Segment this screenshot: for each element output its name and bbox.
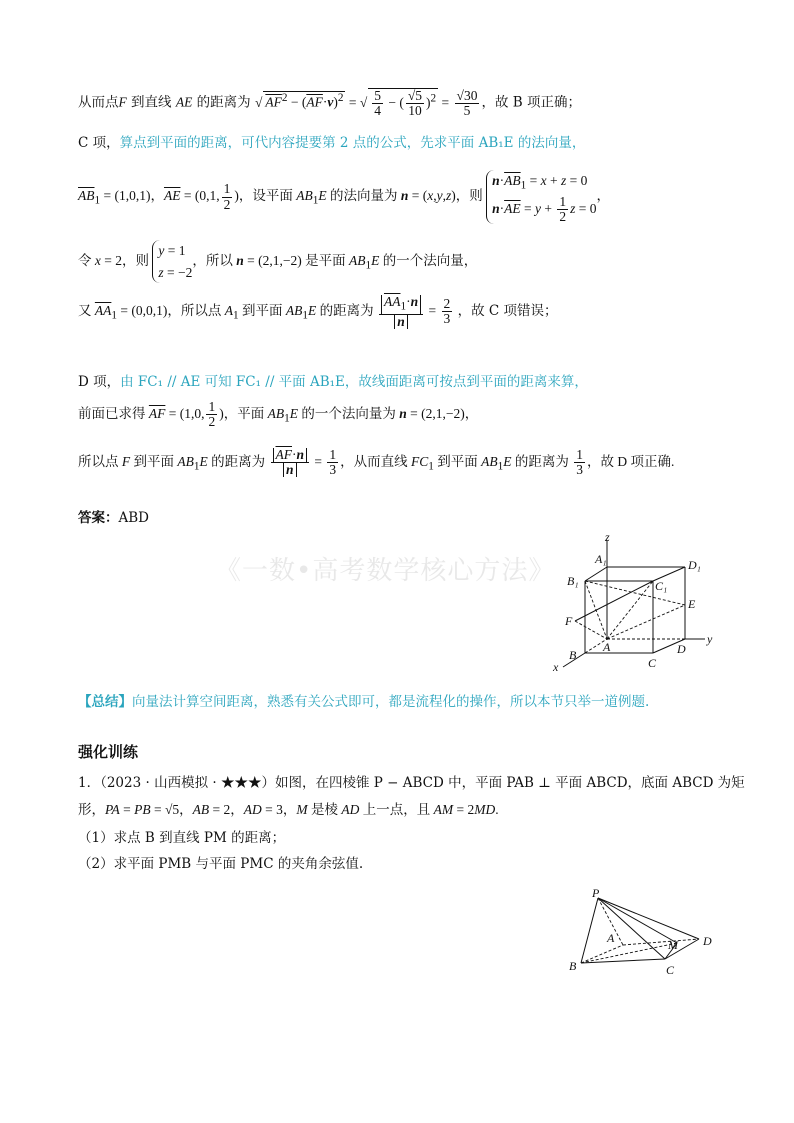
option-c-vectors: $\overline{AB}_1 = (1,0,1)$，$\overline{AE} = (0,1$, $\frac{1}{2}$ )，设平面 $AB_1E$ 的法向量为 n = (x,y,z)，则 $n\cdot\overline{AB}_1 = x + z = 0$ $n\cdot\overline{AE} = y$ + $\frac{1}{2}$ z = 0， — [78, 170, 610, 224]
cube-label-e: E — [688, 597, 696, 611]
cube-label-b1: B₁ — [567, 574, 579, 588]
cube-label-b: B — [569, 648, 577, 662]
option-d-previous: 前面已求得 $\overline{AF} = (1,0$, $\frac{1}{2}$ )，平面 $AB_1E$ 的一个法向量为 n = (2,1,−2)， — [78, 399, 479, 430]
section-title: 强化训练 — [78, 743, 139, 761]
option-c-distance: 又 $\overline{AA}_1 = (0,0,1)$，所以点 $A_1$ 到平面 $AB_1E$ 的距离为 $\frac{\overline{AA}_1\cdot n}{n}$ = $\frac{2}{3}$ ，故 C 项错误； — [78, 294, 558, 329]
distance-formula: √ $AF^2 - (\overline{AF}\cdot v)^2$ = √ $\frac{5}{4}$ − ( $\frac{√5}{10}$ )$^2$ = $\frac{√30}{5}$ — [254, 88, 478, 119]
pyramid-label-b: B — [569, 959, 577, 973]
pyramid-label-a: A — [607, 931, 615, 945]
option-c-heading: C 项，算点到平面的距离，可代内容提要第 2 点的公式，先求平面 AB₁E 的法向量， — [78, 135, 586, 151]
option-d-distance: 所以点 F 到平面 $AB_1E$ 的距离为 $\frac{\overline{AF}\cdot n}{n}$ = $\frac{1}{3}$ ，从而直线 $FC_1$ 到平面 $AB_1E$ 的距离为 $\frac{1}{3}$ ，故 D 项正确. — [78, 447, 675, 478]
question-1-lead: 1．（2023 · 山西模拟 · ★★★）如图，在四棱锥 P − ABCD 中，平面 PAB ⊥ 平面 ABCD，底面 ABCD 为矩 — [78, 775, 745, 791]
cube-label-y: y — [707, 632, 713, 646]
pyramid-label-d: D — [703, 934, 712, 948]
cube-figure — [545, 535, 730, 675]
cube-label-d1: D₁ — [688, 558, 701, 572]
summary: 【总结】向量法计算空间距离，熟悉有关公式即可，都是流程化的操作，所以本节只举一道例题. — [78, 694, 650, 710]
cube-label-f: F — [565, 614, 573, 628]
cube-label-a: A — [603, 640, 611, 654]
cube-label-z: z — [605, 535, 610, 544]
option-c-solution: 令 x = 2，则 y = 1 z = −2，所以 n = (2,1,−2) 是平面 $AB_1E$ 的一个法向量， — [78, 240, 477, 283]
cube-label-a1: A₁ — [595, 552, 607, 566]
cube-label-d: D — [677, 642, 686, 656]
question-1-cont: 形，PA = PB = √5，AB = 2，AD = 3，M 是棱 AD 上一点，且 AM = 2MD. — [78, 802, 499, 817]
cube-label-c: C — [648, 656, 657, 670]
pyramid-label-m: M — [668, 938, 678, 952]
pyramid-label-p: P — [592, 886, 600, 900]
distance-f-to-ae-line: 从而点F 到直线 AE 的距离为 √ $AF^2 - (\overline{AF}\cdot v)^2$ = √ $\frac{5}{4}$ − ( $\frac{√5}{10}$ )$^2$ = $\frac{√30}{5}$ ，故 B 项正确； — [78, 88, 581, 119]
cube-label-c1: C₁ — [655, 579, 668, 593]
pyramid-figure — [565, 885, 725, 985]
cube-label-x: x — [553, 660, 559, 674]
option-d-heading: D 项，由 FC₁ // AE 可知 FC₁ // 平面 AB₁E，故线面距离可按点到平面的距离来算， — [78, 374, 588, 390]
pyramid-label-c: C — [666, 963, 675, 977]
question-1-part-1: （1）求点 B 到直线 PM 的距离； — [78, 830, 286, 846]
watermark: 《一数•高考数学核心方法》 — [215, 556, 556, 586]
answer: 答案：ABD — [78, 510, 149, 526]
question-1-part-2: （2）求平面 PMB 与平面 PMC 的夹角余弦值. — [78, 856, 364, 872]
